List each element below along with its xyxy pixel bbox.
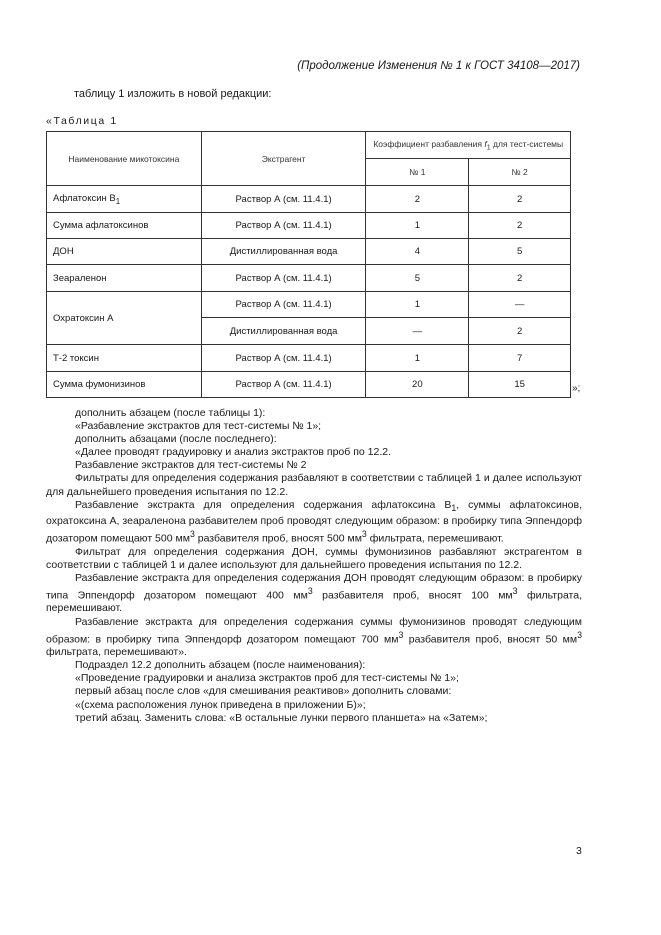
paragraph-text: фильтрата, перемешивают. xyxy=(366,532,504,545)
paragraph-text: разбавителя проб, вносят 500 мм xyxy=(194,532,362,545)
paragraph-text: разбавителя проб, вносят 50 мм xyxy=(403,633,578,646)
dilution-value-1: 1 xyxy=(366,345,469,372)
table-row xyxy=(47,265,571,292)
extractant: Дистиллированная вода xyxy=(201,239,366,265)
mycotoxin-name: Охратоксин А xyxy=(47,292,202,345)
table-row xyxy=(47,213,571,239)
extractant: Раствор А (см. 11.4.1) xyxy=(201,345,366,372)
mycotoxin-name xyxy=(47,186,202,213)
paragraph: «Проведение градуировки и анализа экстрактов проб для тест-системы № 1»; xyxy=(75,672,459,685)
header-mycotoxin-name: Наименование микотоксина xyxy=(47,132,202,186)
paragraph-text: разбавителя проб, вносят 100 мм xyxy=(312,589,513,602)
dilution-value-2: 2 xyxy=(469,318,571,345)
extractant: Раствор А (см. 11.4.1) xyxy=(201,292,366,318)
extractant: Раствор А (см. 11.4.1) xyxy=(201,265,366,292)
paragraph: Фильтрат для определения содержания ДОН, суммы фумонизинов разбавляют экстрагентом в соответствии с таблицей 1 и далее используют для дальнейшего проведения испытания по 12.2. xyxy=(46,545,582,571)
mycotoxin-name-text: Афлатоксин B xyxy=(53,192,116,204)
paragraph-text: Разбавление экстракта для определения содержания афлатоксина B xyxy=(75,498,452,511)
document-continuation-header: (Продолжение Изменения № 1 к ГОСТ 34108—2017) xyxy=(297,60,580,72)
mycotoxin-name: Зеараленон xyxy=(47,265,202,292)
dilution-value-2: 15 xyxy=(469,372,571,398)
dilution-value-2: 5 xyxy=(469,239,571,265)
paragraph: дополнить абзацем (после таблицы 1): xyxy=(75,407,266,419)
header-test-system-1: № 1 xyxy=(366,159,469,186)
paragraph: третий абзац. Заменить слова: «В остальные лунки первого планшета» на «Затем»; xyxy=(75,711,488,724)
table-caption: «Таблица 1 xyxy=(46,115,118,127)
dilution-value-1: 20 xyxy=(366,372,469,398)
superscript: 3 xyxy=(398,629,404,640)
dilution-value-2: 2 xyxy=(469,186,571,213)
amendment-body-text xyxy=(46,407,582,725)
extractant: Раствор А (см. 11.4.1) xyxy=(201,213,366,239)
paragraph-text: фильтрата, перемешивают». xyxy=(46,646,187,659)
dilution-value-2: 2 xyxy=(469,265,571,292)
header-dilution-symbol: f xyxy=(484,138,487,149)
paragraph-text: Разбавление экстракта для определения содержания ДОН проводят следующим образом: в пробирку типа Эппендорф дозатором помещают 400 мм xyxy=(46,571,582,602)
dilution-value-1: — xyxy=(366,318,469,345)
dilution-value-1: 5 xyxy=(366,265,469,292)
mycotoxin-name-subscript: 1 xyxy=(115,196,121,206)
dilution-value-1: 2 xyxy=(366,186,469,213)
extractant: Раствор А (см. 11.4.1) xyxy=(201,186,366,213)
header-dilution-factor xyxy=(366,132,571,159)
superscript: 3 xyxy=(361,528,367,539)
paragraph: «(схема расположения лунок приведена в приложении Б)»; xyxy=(75,698,366,711)
table-row xyxy=(47,292,571,318)
header-dilution-prefix: Коэффициент разбавления xyxy=(373,138,485,149)
dilution-value-2: 2 xyxy=(469,213,571,239)
extractant: Дистиллированная вода xyxy=(201,318,366,345)
dilution-value-2: 7 xyxy=(469,345,571,372)
table-row xyxy=(47,345,571,372)
header-dilution-subscript: 1 xyxy=(486,143,491,152)
paragraph xyxy=(46,572,582,616)
table-row xyxy=(47,186,571,213)
header-test-system-2: № 2 xyxy=(469,159,571,186)
superscript: 3 xyxy=(512,585,518,596)
paragraph-text: фильтрата, перемешивают. xyxy=(46,589,583,615)
intro-line: таблицу 1 изложить в новой редакции: xyxy=(74,88,272,100)
paragraph: первый абзац после слов «для смешивания реактивов» дополнить словами: xyxy=(75,685,452,698)
extractant: Раствор А (см. 11.4.1) xyxy=(201,372,366,398)
paragraph xyxy=(46,499,582,546)
paragraph: дополнить абзацами (после последнего): xyxy=(75,433,277,446)
mycotoxin-dilution-table xyxy=(46,131,571,398)
superscript: 3 xyxy=(189,528,195,539)
dilution-value-1: 4 xyxy=(366,239,469,265)
paragraph-text: , суммы афлатоксинов, охратоксина А, зеараленона разбавителем проб проводят следующим образом: в пробирку типа Эппендорф дозатором помещают 500 мм xyxy=(46,498,583,545)
mycotoxin-name: Сумма фумонизинов xyxy=(47,372,202,398)
superscript: 3 xyxy=(307,585,313,596)
table-row xyxy=(47,239,571,265)
mycotoxin-name: Т-2 токсин xyxy=(47,345,202,372)
header-extractant: Экстрагент xyxy=(201,132,366,186)
mycotoxin-name: ДОН xyxy=(47,239,202,265)
paragraph: Разбавление экстрактов для тест-системы № 2 xyxy=(75,459,307,472)
paragraph xyxy=(46,616,582,660)
dilution-value-1: 1 xyxy=(366,292,469,318)
paragraph: Фильтраты для определения содержания разбавляют в соответствии с таблицей 1 и далее используют для дальнейшего проведения испытания по 12.2. xyxy=(46,472,582,498)
paragraph: Подраздел 12.2 дополнить абзацем (после наименования): xyxy=(75,659,366,672)
mycotoxin-name: Сумма афлатоксинов xyxy=(47,213,202,239)
superscript: 3 xyxy=(577,629,582,640)
page-number: 3 xyxy=(576,845,582,857)
paragraph: «Далее проводят градуировку и анализ экстрактов проб по 12.2. xyxy=(75,446,391,459)
table-row xyxy=(47,372,571,398)
header-dilution-suffix: для тест-системы xyxy=(490,138,564,149)
paragraph: «Разбавление экстрактов для тест-системы № 1»; xyxy=(75,420,322,433)
table-closing-quote: »; xyxy=(572,383,581,394)
paragraph-text: Разбавление экстракта для определения содержания суммы фумонизинов проводят следующим образом: в пробирку типа Эппендорф дозатором помещают 700 мм xyxy=(46,615,582,646)
dilution-value-2: — xyxy=(469,292,571,318)
subscript: 1 xyxy=(451,502,457,513)
dilution-value-1: 1 xyxy=(366,213,469,239)
